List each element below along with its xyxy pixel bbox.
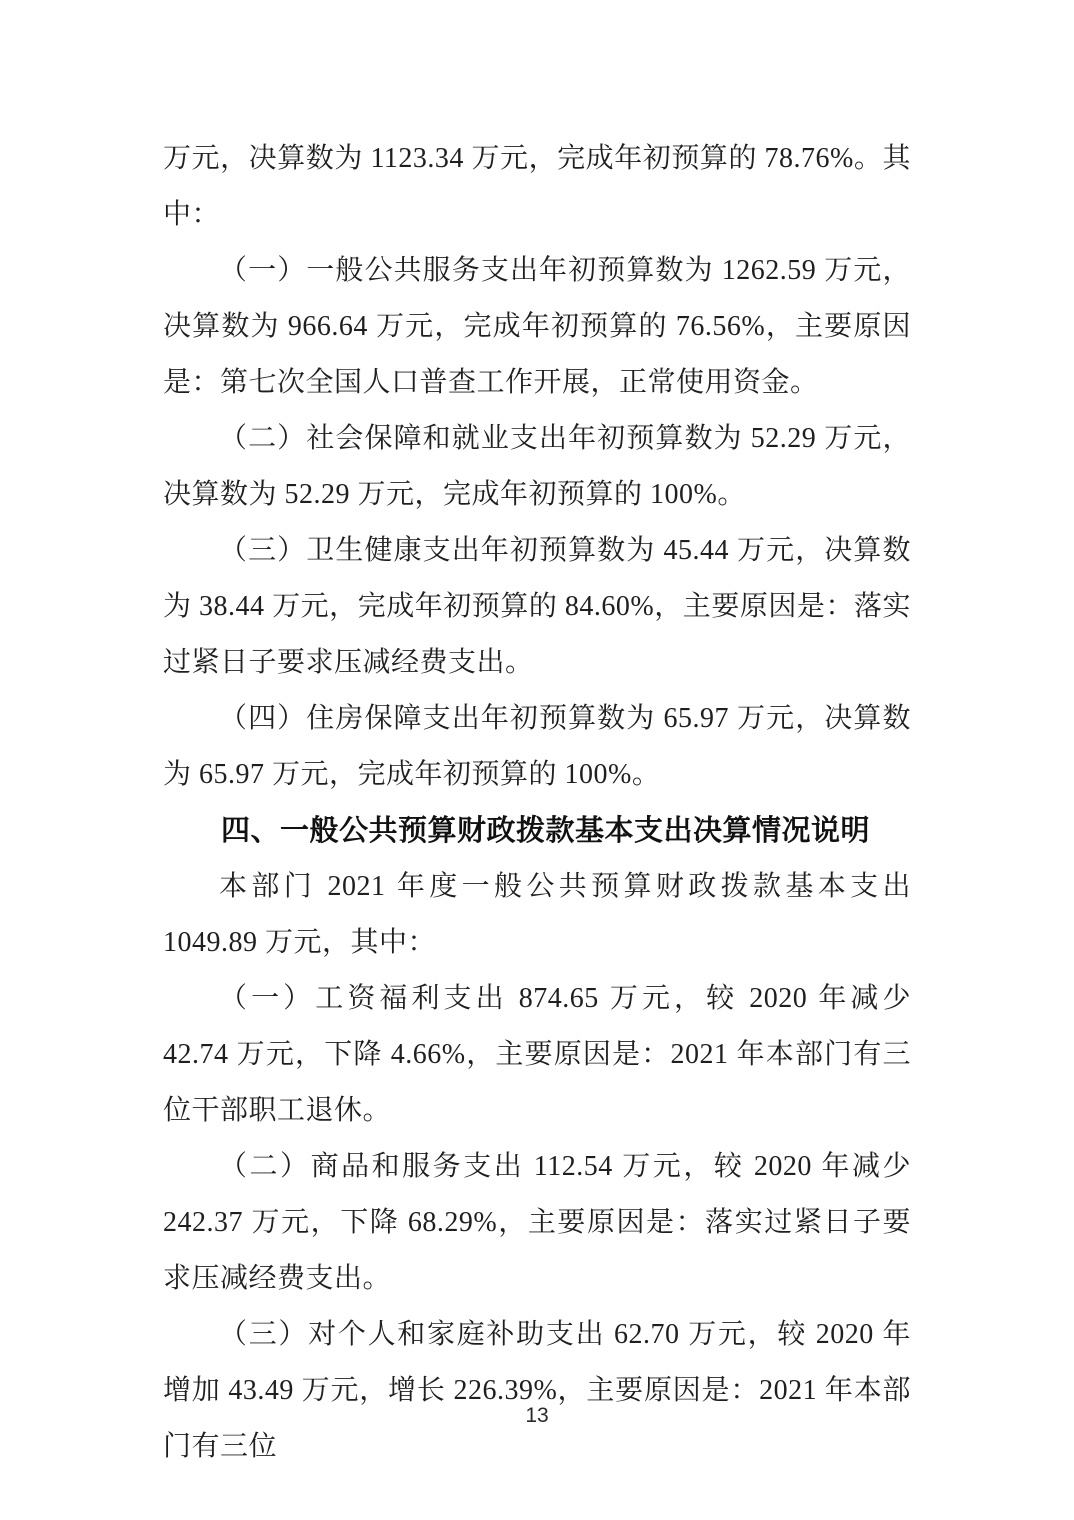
page-number: 13 [525,1404,549,1427]
budget-item-paragraph-3: （三）卫生健康支出年初预算数为 45.44 万元，决算数为 38.44 万元，完成年初预算的 84.60%，主要原因是：落实过紧日子要求压减经费支出。 [163,535,911,678]
budget-item-paragraph-4: （四）住房保障支出年初预算数为 65.97 万元，决算数为 65.97 万元，完成年初预算的 100%。 [163,703,911,790]
budget-item-paragraph-1: （一）一般公共服务支出年初预算数为 1262.59 万元，决算数为 966.64 万元，完成年初预算的 76.56%，主要原因是：第七次全国人口普查工作开展，正常使用资金。 [163,255,911,398]
expense-item-paragraph-2: （二）商品和服务支出 112.54 万元，较 2020 年减少 242.37 万元，下降 68.29%，主要原因是：落实过紧日子要求压减经费支出。 [163,1151,911,1294]
section-heading: 四、一般公共预算财政拨款基本支出决算情况说明 [221,815,871,847]
expense-item-paragraph-3: （三）对个人和家庭补助支出 62.70 万元，较 2020 年增加 43.49 万元，增长 226.39%，主要原因是：2021 年本部门有三位 [163,1319,911,1462]
carryover-paragraph: 万元，决算数为 1123.34 万元，完成年初预算的 78.76%。其中： [163,143,911,230]
section-intro-paragraph: 本部门 2021 年度一般公共预算财政拨款基本支出 1049.89 万元，其中： [163,871,911,958]
document-body [163,131,911,1475]
budget-item-paragraph-2: （二）社会保障和就业支出年初预算数为 52.29 万元，决算数为 52.29 万元，完成年初预算的 100%。 [163,423,911,510]
expense-item-paragraph-1: （一）工资福利支出 874.65 万元，较 2020 年减少 42.74 万元，下降 4.66%，主要原因是：2021 年本部门有三位干部职工退休。 [163,983,911,1126]
